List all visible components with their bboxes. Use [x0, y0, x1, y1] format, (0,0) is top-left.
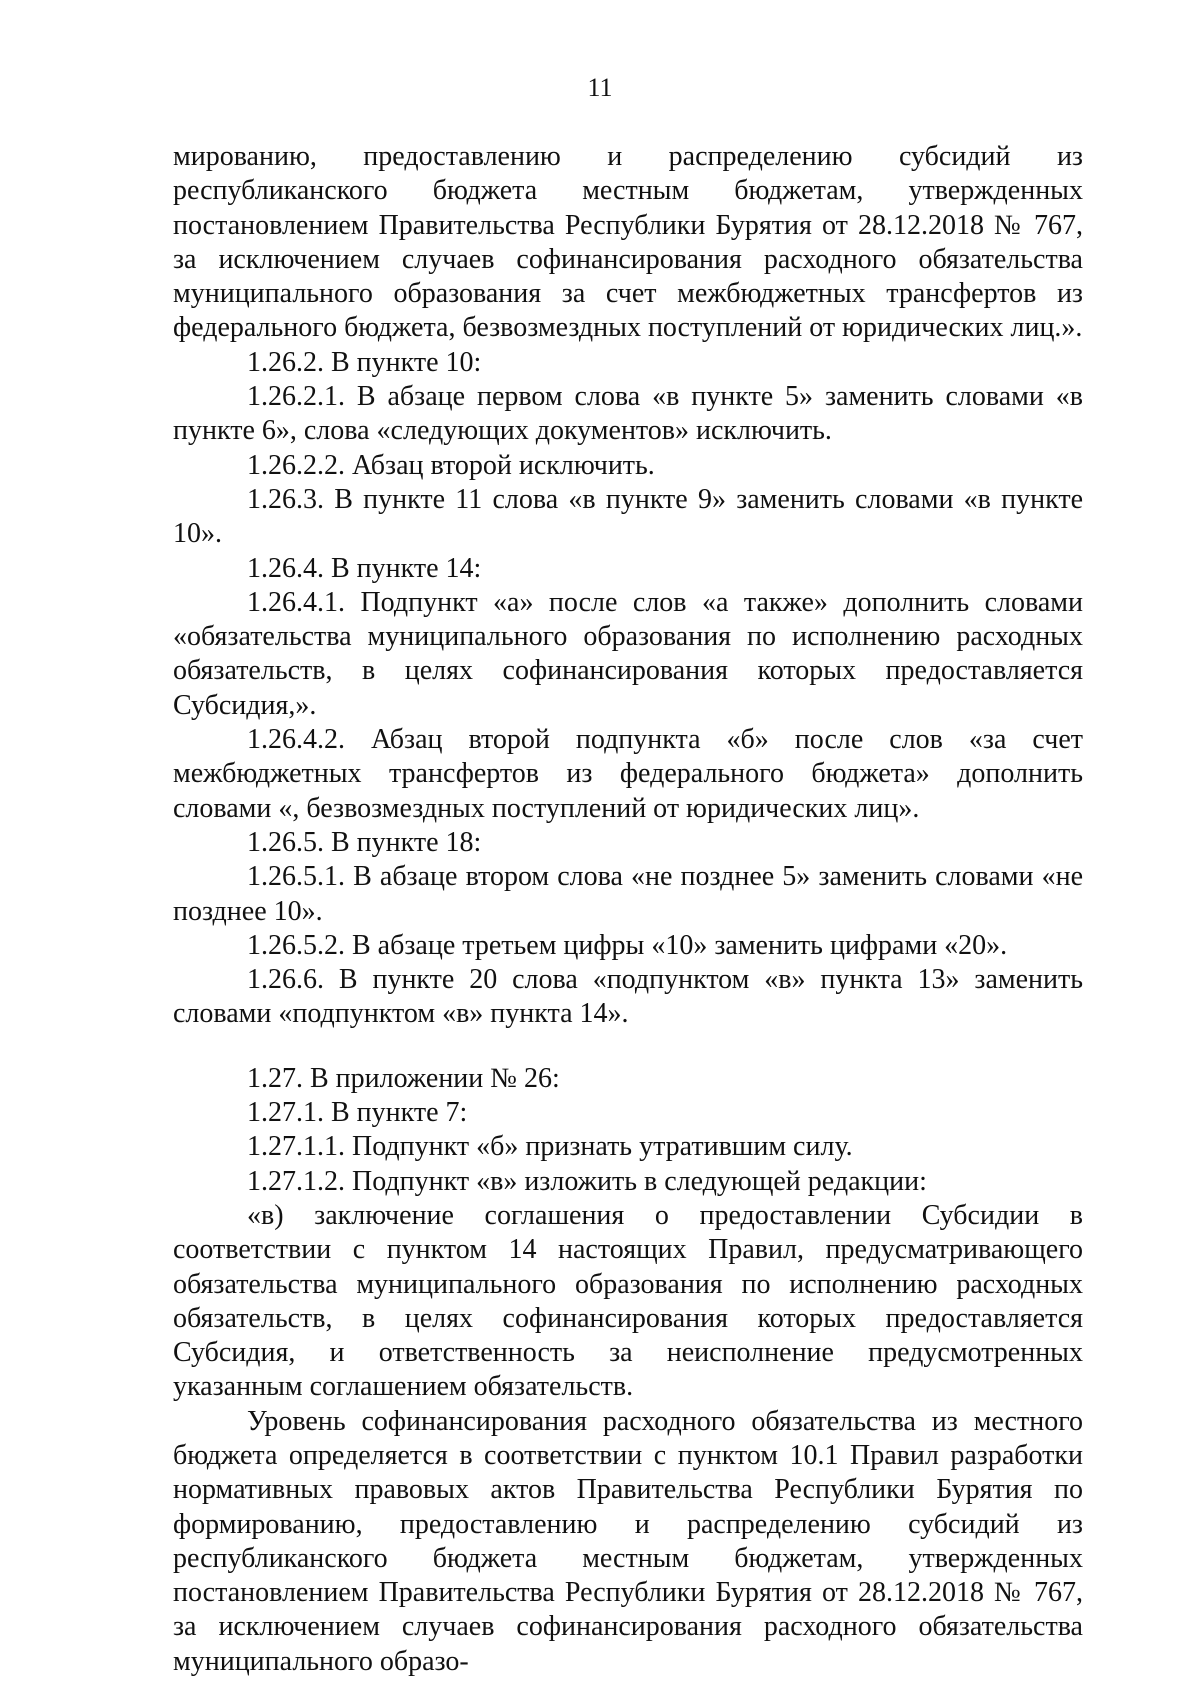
paragraph: 1.26.4. В пункте 14: [247, 552, 482, 584]
paragraph-gap [173, 1032, 1083, 1062]
paragraph: 1.27.1.2. Подпункт «в» изложить в следующей редакции: [247, 1165, 927, 1197]
paragraph: 1.27. В приложении № 26: [247, 1062, 560, 1094]
paragraph: 1.27.1.1. Подпункт «б» признать утратившим силу. [247, 1131, 853, 1163]
paragraph: 1.26.6. В пункте 20 слова «подпунктом «в» пункта 13» заменить словами «подпунктом «в» пункта 14». [173, 964, 1083, 1030]
paragraph: 1.26.5.2. В абзаце третьем цифры «10» заменить цифрами «20». [247, 929, 1008, 961]
paragraph: 1.26.3. В пункте 11 слова «в пункте 9» заменить словами «в пункте 10». [173, 483, 1083, 550]
paragraph: Уровень софинансирования расходного обязательства из местного бюджета определяется в соответствии с пунктом 10.1 Правил разработки нормативных правовых актов Правительства Республики Бурятия по формированию, предоставлению и распределению субсидий из республиканского бюджета местным бюджетам, утвержденных постановлением Правительства Республики Бурятия от 28.12.2018 № 767, за исключением случаев софинансирования расходного обязательства муниципального образо- [173, 1405, 1083, 1677]
paragraph: 1.27.1. В пункте 7: [247, 1097, 468, 1129]
paragraph: мированию, предоставлению и распределению субсидий из республиканского бюджета местным бюджетам, утвержденных постановлением Правительства Республики Бурятия от 28.12.2018 № 767, за исключением случаев софинансирования расходного обязательства муниципального образования за счет межбюджетных трансфертов из федерального бюджета, безвозмездных поступлений от юридических лиц.». [173, 141, 1083, 344]
paragraph: 1.26.5.1. В абзаце втором слова «не позднее 5» заменить словами «не позднее 10». [173, 861, 1083, 927]
paragraph: 1.26.2.1. В абзаце первом слова «в пункте 5» заменить словами «в пункте 6», слова «следующих документов» исключить. [173, 381, 1083, 447]
paragraph: 1.26.2. В пункте 10: [247, 346, 482, 378]
paragraph: 1.26.2.2. Абзац второй исключить. [247, 449, 655, 481]
paragraph: 1.26.5. В пункте 18: [247, 826, 482, 858]
page-number: 11 [587, 73, 613, 102]
paragraph: 1.26.4.2. Абзац второй подпункта «б» после слов «за счет межбюджетных трансфертов из федерального бюджета» дополнить словами «, безвозмездных поступлений от юридических лиц». [173, 724, 1083, 824]
document-body [173, 140, 1083, 1679]
paragraph: 1.26.4.1. Подпункт «а» после слов «а также» дополнить словами «обязательства муниципального образования по исполнению расходных обязательств, в целях софинансирования которых предоставляется Субсидия,». [173, 586, 1083, 721]
paragraph: «в) заключение соглашения о предоставлении Субсидии в соответствии с пунктом 14 настоящих Правил, предусматривающего обязательства муниципального образования по исполнению расходных обязательств, в целях софинансирования которых предоставляется Субсидия, и ответственность за неисполнение предусмотренных указанным соглашением обязательств. [173, 1199, 1083, 1403]
